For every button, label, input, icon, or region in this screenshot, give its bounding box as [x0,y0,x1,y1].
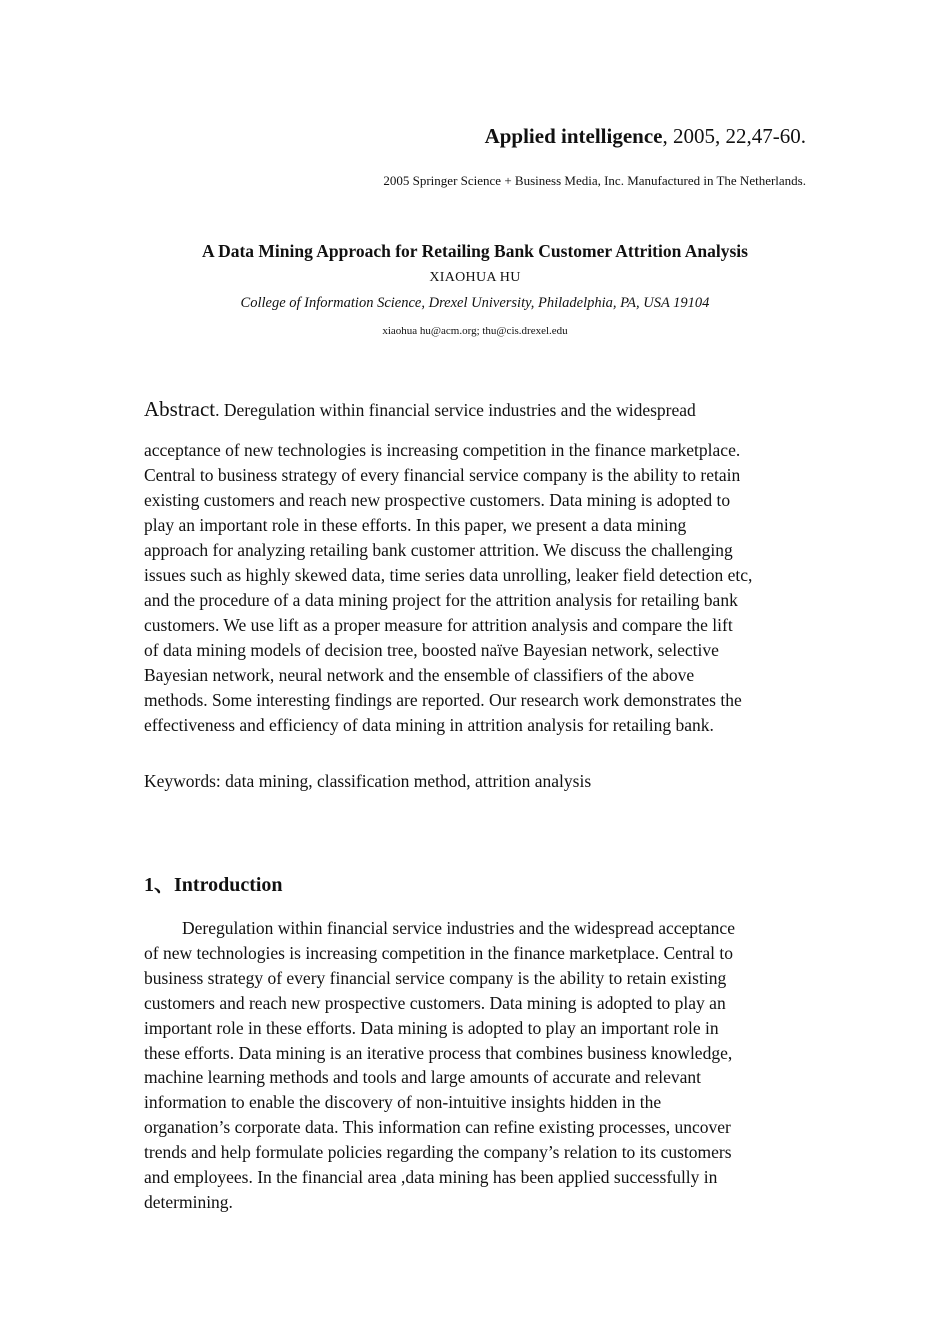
abstract-first-line [144,397,814,423]
abstract-line: customers. We use lift as a proper measure for attrition analysis and compare the lift [144,615,733,635]
author-affiliation: College of Information Science, Drexel University, Philadelphia, PA, USA 19104 [240,295,710,311]
abstract-line: acceptance of new technologies is increasing competition in the finance marketplace. [144,440,741,460]
intro-line: business strategy of every financial service company is the ability to retain existing [144,967,727,988]
intro-line: determining. [144,1191,233,1212]
abstract-label: Abstract [144,397,216,421]
intro-line: customers and reach new prospective customers. Data mining is adopted to play an [144,992,726,1013]
intro-line: information to enable the discovery of non-intuitive insights hidden in the [144,1092,662,1113]
intro-line: important role in these efforts. Data mining is adopted to play an important role in [144,1017,719,1038]
abstract-line-0: Deregulation within financial service industries and the widespread [219,400,696,420]
journal-volume-pages: , 2005, 22,47-60. [662,124,806,148]
intro-line: these efforts. Data mining is an iterative process that combines business knowledge, [144,1042,733,1063]
introduction-body [144,916,814,1215]
intro-line: of new technologies is increasing competition in the finance marketplace. Central to [144,942,733,963]
intro-line: trends and help formulate policies regarding the company’s relation to its customers [144,1142,732,1163]
abstract-line: play an important role in these efforts. In this paper, we present a data mining [144,515,687,535]
section-heading-introduction: 1、Introduction [144,874,283,896]
author-name: XIAOHUA HU [429,270,521,285]
abstract-line: issues such as highly skewed data, time series data unrolling, leaker field detection etc, [144,565,753,585]
intro-line: machine learning methods and tools and large amounts of accurate and relevant [144,1067,702,1088]
abstract-line: Bayesian network, neural network and the ensemble of classifiers of the above [144,665,695,685]
publisher-line: 2005 Springer Science + Business Media, Inc. Manufactured in The Netherlands. [383,173,806,188]
intro-line: and employees. In the financial area ,data mining has been applied successfully in [144,1167,718,1188]
abstract-line: effectiveness and efficiency of data mining in attrition analysis for retailing bank. [144,715,714,735]
intro-line: organation’s corporate data. This information can refine existing processes, uncover [144,1117,731,1138]
abstract-period: . [215,400,220,420]
author-emails: xiaohua hu@acm.org; thu@cis.drexel.edu [382,325,568,337]
abstract-line: and the procedure of a data mining project for the attrition analysis for retailing bank [144,590,738,610]
abstract-line: Central to business strategy of every financial service company is the ability to retain [144,465,741,485]
abstract-line: of data mining models of decision tree, boosted naïve Bayesian network, selective [144,640,719,660]
abstract-body [144,438,814,738]
journal-name: Applied intelligence [484,124,663,148]
abstract-line: approach for analyzing retailing bank customer attrition. We discuss the challenging [144,540,733,560]
keywords: Keywords: data mining, classification method, attrition analysis [144,771,592,791]
intro-line: Deregulation within financial service industries and the widespread acceptance [182,918,735,938]
abstract-line: methods. Some interesting findings are reported. Our research work demonstrates the [144,690,742,710]
abstract-line: existing customers and reach new prospective customers. Data mining is adopted to [144,490,731,510]
journal-citation [485,122,806,150]
paper-title: A Data Mining Approach for Retailing Bank Customer Attrition Analysis [202,241,748,261]
